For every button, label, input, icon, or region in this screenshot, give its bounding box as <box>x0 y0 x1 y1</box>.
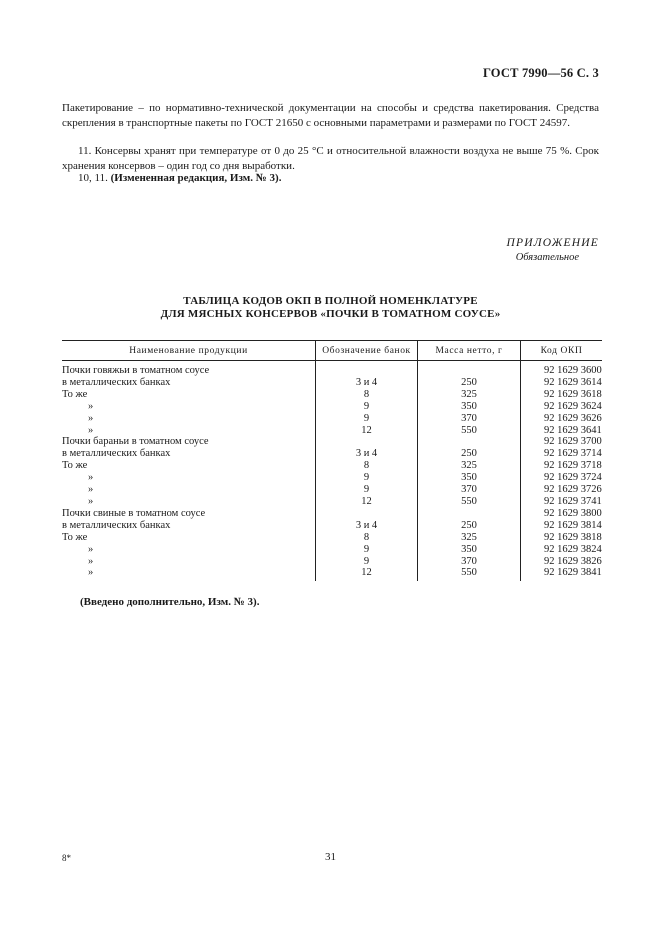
table-title <box>0 295 661 321</box>
cell-can-designation <box>316 508 418 520</box>
table-row <box>62 556 602 568</box>
cell-can-designation: 12 <box>316 567 418 581</box>
table-row <box>62 425 602 437</box>
cell-net-mass: 550 <box>418 567 521 581</box>
cell-okp-code: 92 1629 3826 <box>521 556 603 568</box>
table-row <box>62 520 602 532</box>
cell-product-name: » <box>88 400 94 412</box>
cell-can-designation: 8 <box>316 532 418 544</box>
paragraph-revision-note <box>78 172 281 184</box>
cell-product-name: » <box>88 484 94 496</box>
cell-okp-code: 92 1629 3824 <box>521 544 603 556</box>
paragraph-storage: 11. Консервы хранят при температуре от 0 до 25 °С и относительной влажности воздуха не выше 75 %. Срок хранения консервов – один год со дня выработки. <box>62 145 599 172</box>
cell-can-designation: 12 <box>316 425 418 437</box>
cell-can-designation <box>316 361 418 377</box>
table-row <box>62 508 602 520</box>
cell-okp-code: 92 1629 3624 <box>521 401 603 413</box>
cell-okp-code: 92 1629 3726 <box>521 484 603 496</box>
introduced-note: (Введено дополнительно, Изм. № 3). <box>80 596 260 608</box>
table-row <box>62 567 602 581</box>
cell-can-designation: 3 и 4 <box>316 377 418 389</box>
footnote-mark: 8* <box>62 853 71 863</box>
cell-can-designation: 8 <box>316 460 418 472</box>
cell-can-designation: 12 <box>316 496 418 508</box>
cell-product-name: в металлических банках <box>62 519 171 531</box>
column-header-name: Наименование продукции <box>62 341 316 361</box>
cell-can-designation <box>316 436 418 448</box>
table-body <box>62 361 602 582</box>
cell-okp-code: 92 1629 3741 <box>521 496 603 508</box>
cell-okp-code: 92 1629 3700 <box>521 436 603 448</box>
cell-product-name: Почки свиные в томатном соусе <box>62 507 206 519</box>
cell-product-name: » <box>88 412 94 424</box>
cell-product-name: Почки бараньи в томатном соусе <box>62 436 209 448</box>
table-row <box>62 448 602 460</box>
table-row <box>62 389 602 401</box>
cell-net-mass: 325 <box>418 532 521 544</box>
cell-can-designation: 9 <box>316 484 418 496</box>
cell-net-mass: 250 <box>418 448 521 460</box>
paragraph-packaging: Пакетирование – по нормативно-технической документации на способы и средства пакетирования. Средства скрепления в транспортные пакеты по ГОСТ 21650 с основными параметрами и размерами по ГОСТ 24597. <box>62 102 599 129</box>
cell-product-name: Почки говяжьи в томатном соусе <box>62 365 210 376</box>
okp-codes-table <box>62 340 602 581</box>
cell-okp-code: 92 1629 3618 <box>521 389 603 401</box>
cell-can-designation: 3 и 4 <box>316 520 418 532</box>
cell-product-name: То же <box>62 460 88 472</box>
cell-net-mass: 250 <box>418 377 521 389</box>
cell-okp-code: 92 1629 3718 <box>521 460 603 472</box>
cell-net-mass: 350 <box>418 472 521 484</box>
cell-product-name: в металлических банках <box>62 448 171 460</box>
cell-okp-code: 92 1629 3814 <box>521 520 603 532</box>
table-row <box>62 532 602 544</box>
cell-net-mass: 250 <box>418 520 521 532</box>
table-row <box>62 544 602 556</box>
table-row <box>62 413 602 425</box>
revision-note-bold: (Измененная редакция, Изм. № 3). <box>110 172 282 184</box>
table-header-row <box>62 341 602 361</box>
cell-product-name: » <box>88 424 94 436</box>
cell-net-mass: 350 <box>418 401 521 413</box>
table-row <box>62 436 602 448</box>
cell-okp-code: 92 1629 3626 <box>521 413 603 425</box>
table-row <box>62 361 602 377</box>
cell-can-designation: 9 <box>316 413 418 425</box>
appendix-subtitle: Обязательное <box>515 252 579 263</box>
cell-okp-code: 92 1629 3800 <box>521 508 603 520</box>
cell-product-name: » <box>88 495 94 507</box>
cell-net-mass: 370 <box>418 556 521 568</box>
cell-okp-code: 92 1629 3600 <box>521 361 603 377</box>
cell-product-name: То же <box>62 388 88 400</box>
cell-product-name: в металлических банках <box>62 376 171 388</box>
cell-net-mass: 325 <box>418 460 521 472</box>
table-row <box>62 472 602 484</box>
column-header-can: Обозначение банок <box>316 341 418 361</box>
cell-okp-code: 92 1629 3841 <box>521 567 603 581</box>
cell-product-name: » <box>88 555 94 567</box>
cell-product-name: » <box>88 472 94 484</box>
appendix-title: ПРИЛОЖЕНИЕ <box>506 237 599 249</box>
table-title-line2: ДЛЯ МЯСНЫХ КОНСЕРВОВ «ПОЧКИ В ТОМАТНОМ СОУСЕ» <box>160 308 501 320</box>
cell-net-mass: 370 <box>418 484 521 496</box>
cell-okp-code: 92 1629 3641 <box>521 425 603 437</box>
table-row <box>62 496 602 508</box>
cell-net-mass <box>418 436 521 448</box>
cell-can-designation: 3 и 4 <box>316 448 418 460</box>
cell-can-designation: 9 <box>316 472 418 484</box>
column-header-code: Код ОКП <box>521 341 603 361</box>
cell-can-designation: 9 <box>316 401 418 413</box>
table-title-line1: ТАБЛИЦА КОДОВ ОКП В ПОЛНОЙ НОМЕНКЛАТУРЕ <box>183 295 478 307</box>
revision-note-prefix: 10, 11. <box>78 172 108 184</box>
cell-net-mass <box>418 361 521 377</box>
cell-can-designation: 9 <box>316 544 418 556</box>
cell-net-mass: 370 <box>418 413 521 425</box>
cell-net-mass: 325 <box>418 389 521 401</box>
cell-okp-code: 92 1629 3714 <box>521 448 603 460</box>
page-number: 31 <box>325 851 336 863</box>
table-row <box>62 460 602 472</box>
cell-net-mass: 350 <box>418 544 521 556</box>
cell-can-designation: 9 <box>316 556 418 568</box>
cell-net-mass: 550 <box>418 425 521 437</box>
page-header: ГОСТ 7990—56 С. 3 <box>482 66 599 80</box>
cell-okp-code: 92 1629 3724 <box>521 472 603 484</box>
cell-product-name: То же <box>62 531 88 543</box>
cell-product-name: » <box>88 543 94 555</box>
column-header-mass: Масса нетто, г <box>418 341 521 361</box>
cell-net-mass <box>418 508 521 520</box>
cell-okp-code: 92 1629 3818 <box>521 532 603 544</box>
table-row <box>62 401 602 413</box>
table-row <box>62 377 602 389</box>
table-row <box>62 484 602 496</box>
cell-net-mass: 550 <box>418 496 521 508</box>
cell-can-designation: 8 <box>316 389 418 401</box>
cell-product-name: » <box>88 567 94 579</box>
cell-okp-code: 92 1629 3614 <box>521 377 603 389</box>
